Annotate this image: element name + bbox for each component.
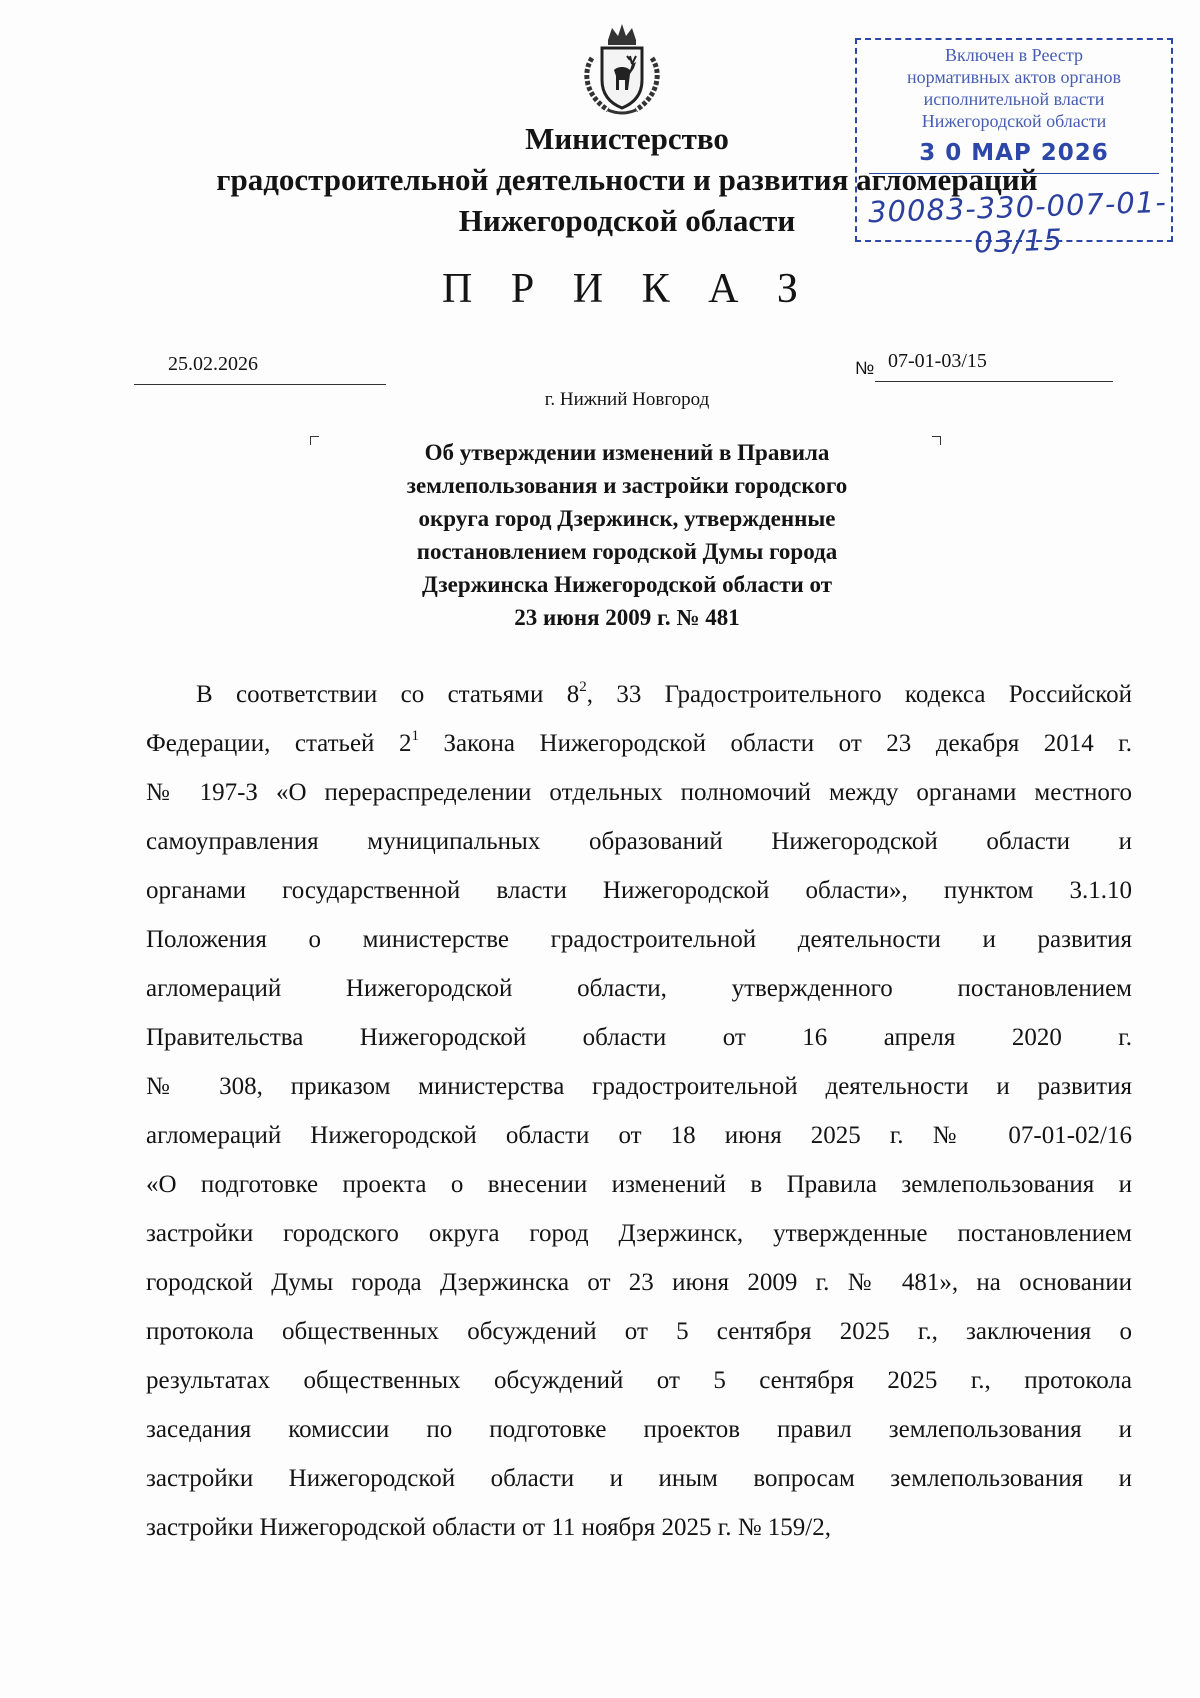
subject-line: Об утверждении изменений в Правила (424, 440, 830, 465)
body-line: «О подготовке проекта о внесении изменений в Правила землепользования и (146, 1171, 1132, 1198)
subject-line: землепользования и застройки городского (406, 473, 848, 498)
body-line: городской Думы города Дзержинска от 23 июня 2009 г. № 481», на основании (146, 1269, 1132, 1296)
coat-of-arms-emblem (578, 18, 666, 118)
body-line: В соответствии со статьями $8^2$, 33 Градостроительного кодекса Российской (196, 678, 1132, 708)
stamp-date: 3 0 МАР 2026 (919, 140, 1109, 166)
stamp-line: нормативных актов органов (906, 67, 1121, 87)
body-line: органами государственной власти Нижегородской области», пунктом 3.1.10 (146, 877, 1132, 904)
body-line: заседания комиссии по подготовке проектов правил землепользования и (146, 1416, 1132, 1443)
subject-line: округа город Дзержинск, утвержденные (418, 506, 836, 531)
body-line: застройки городского округа город Дзержинск, утвержденные постановлением (146, 1220, 1132, 1247)
order-title: П Р И К А З (442, 266, 812, 312)
ministry-name-line: Министерство (525, 121, 729, 156)
stamp-line: исполнительной власти (923, 89, 1105, 109)
ministry-name-line: Нижегородской области (458, 203, 796, 238)
city: г. Нижний Новгород (544, 389, 710, 410)
body-line: Положения о министерстве градостроительной деятельности и развития (146, 926, 1132, 953)
body-line: застройки Нижегородской области и иным вопросам землепользования и (146, 1465, 1132, 1492)
body-line: Федерации, статьей $2^1$ Закона Нижегородской области от 23 декабря 2014 г. (146, 727, 1132, 757)
body-line: застройки Нижегородской области от 11 ноября 2025 г. № 159/2, (146, 1514, 831, 1541)
ministry-name-line: градостроительной деятельности и развития агломераций (216, 162, 1038, 197)
number-underline (875, 381, 1113, 382)
stamp-line: Включен в Реестр (945, 45, 1083, 65)
subject-line: Дзержинска Нижегородской области от (421, 572, 833, 597)
number-sign: № (855, 358, 875, 378)
body-line: протокола общественных обсуждений от 5 сентября 2025 г., заключения о (146, 1318, 1132, 1345)
body-line: самоуправления муниципальных образований Нижегородской области и (146, 828, 1132, 855)
subject-line: 23 июня 2009 г. № 481 (514, 605, 740, 630)
body-line: № 308, приказом министерства градостроительной деятельности и развития (146, 1073, 1132, 1100)
body-line: результатах общественных обсуждений от 5 сентября 2025 г., протокола (146, 1367, 1132, 1394)
body-line: Правительства Нижегородской области от 16 апреля 2020 г. (146, 1024, 1132, 1051)
order-date: 25.02.2026 (168, 353, 258, 375)
body-line: агломераций Нижегородской области, утвержденного постановлением (146, 975, 1132, 1002)
body-line: № 197-З «О перераспределении отдельных полномочий между органами местного (146, 779, 1132, 806)
order-number: 07-01-03/15 (888, 350, 987, 372)
date-underline (134, 384, 386, 385)
stamp-line: Нижегородской области (921, 111, 1107, 131)
body-line: агломераций Нижегородской области от 18 июня 2025 г. № 07-01-02/16 (146, 1122, 1132, 1149)
subject-line: постановлением городской Думы города (416, 539, 838, 564)
order-subject (0, 436, 1200, 634)
stamp-registration-number: 30083-330-007-01-03/15 (867, 184, 1168, 260)
